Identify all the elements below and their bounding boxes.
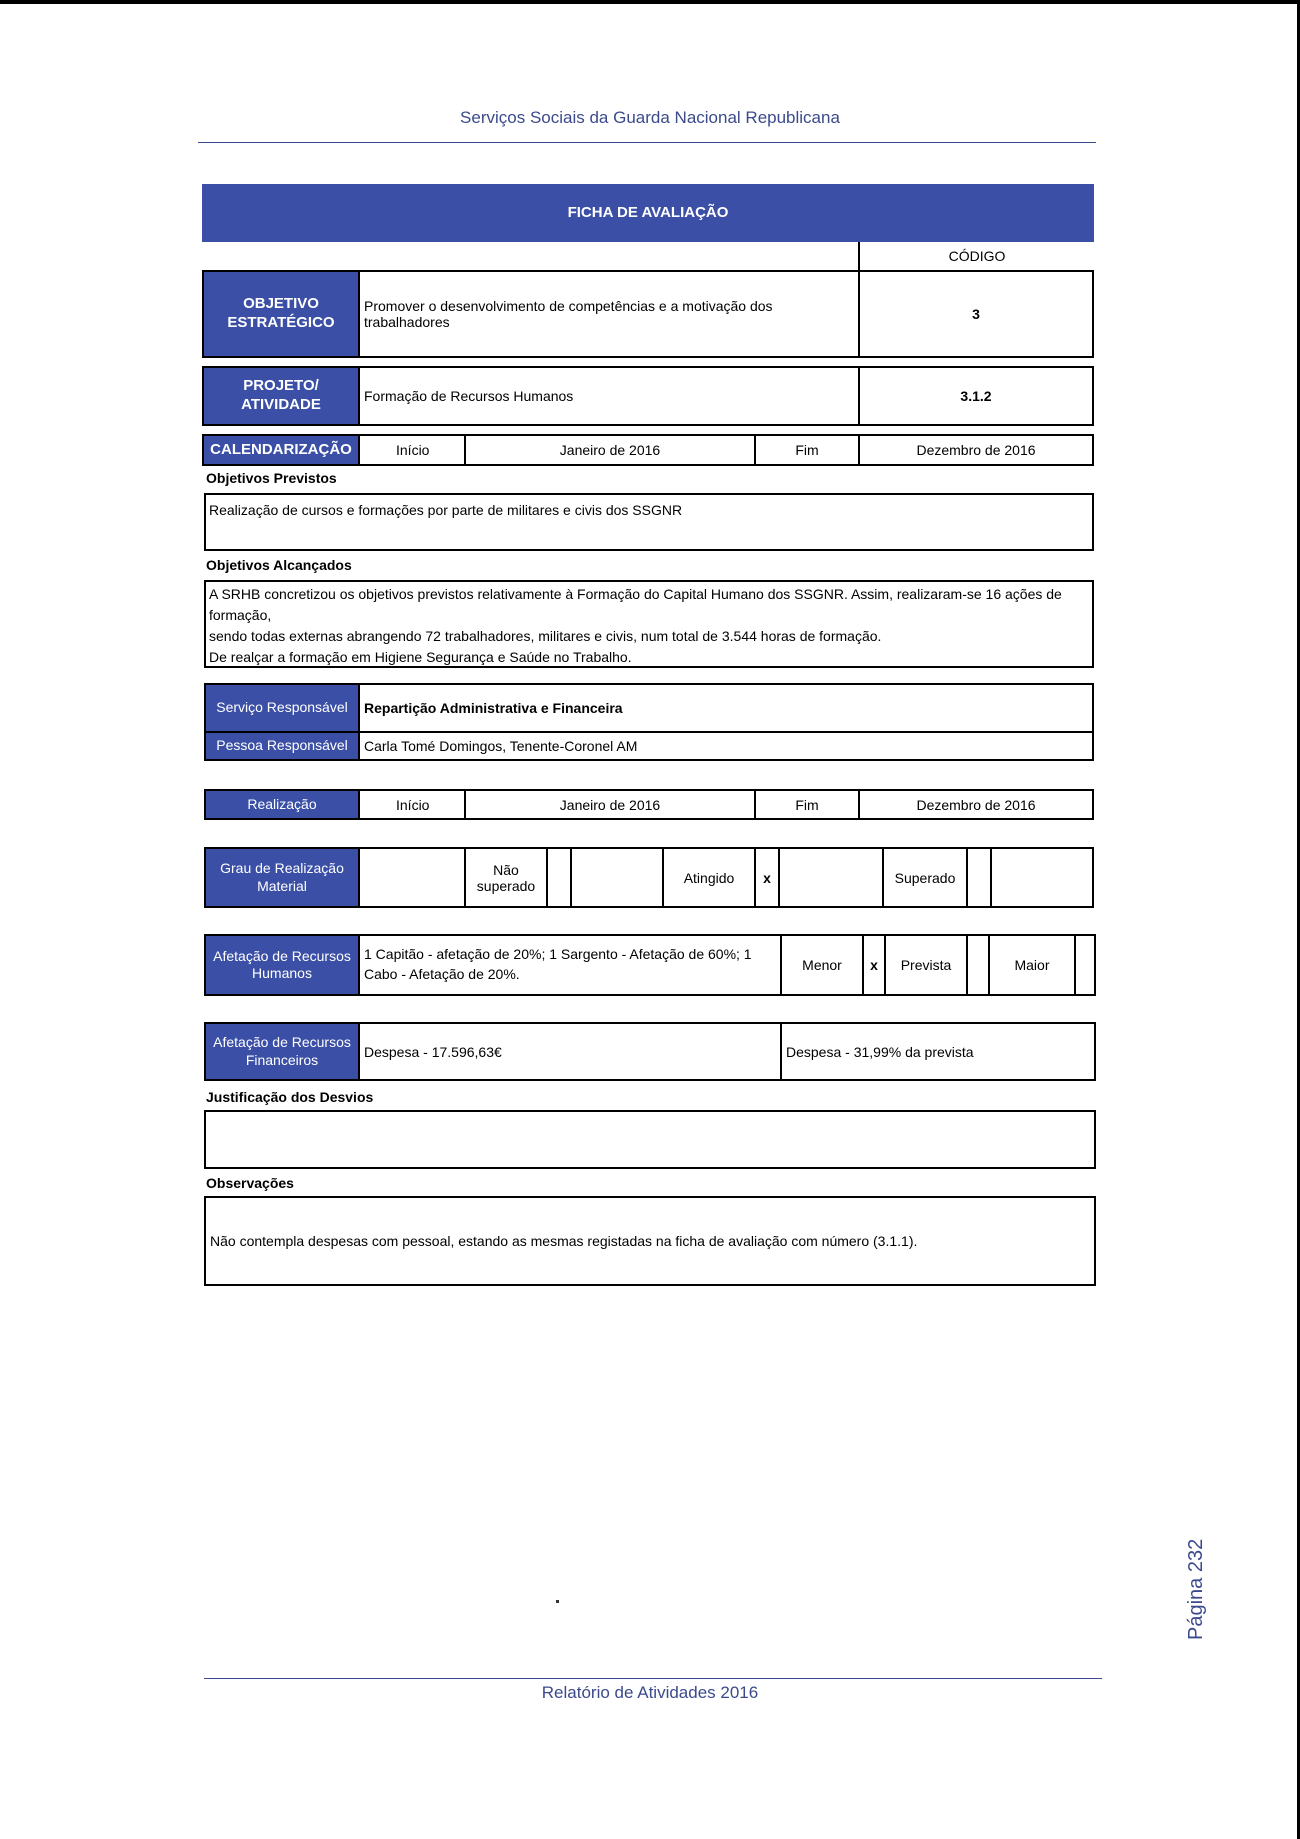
divider (966, 934, 968, 996)
afetacao-fin-label: Afetação de Recursos Financeiros (206, 1024, 358, 1079)
afetacao-rh-maior: Maior (1014, 957, 1050, 973)
divider (990, 847, 992, 908)
objetivo-code: 3 (972, 306, 980, 322)
servico-value: Repartição Administrativa e Financeira (364, 700, 623, 716)
afetacao-rh-label: Afetação de Recursos Humanos (206, 936, 358, 994)
page-number: Página 232 (1185, 1538, 1207, 1640)
scan-edge-top (0, 0, 1300, 4)
codigo-label: CÓDIGO (948, 248, 1006, 264)
objetivos-alcancados-text (204, 580, 1094, 672)
grau-label: Grau de Realização Material (206, 849, 358, 906)
afetacao-rh-menor-checkbox: x (870, 957, 878, 973)
grau-atingido: Atingido (683, 869, 735, 886)
grau-atingido-checkbox: x (763, 869, 771, 886)
calendarizacao-fim: Dezembro de 2016 (916, 442, 1036, 458)
calendarizacao-fim-label: Fim (795, 442, 819, 458)
realizacao-label: Realização (206, 791, 358, 818)
projeto-text: Formação de Recursos Humanos (364, 388, 574, 404)
observacoes-title: Observações (206, 1175, 294, 1191)
pessoa-value: Carla Tomé Domingos, Tenente-Coronel AM (364, 738, 638, 754)
realizacao-fim: Dezembro de 2016 (916, 796, 1036, 813)
afetacao-fin-despesa: Despesa - 17.596,63€ (364, 1043, 502, 1060)
grau-nao-superado: Não superado (476, 861, 536, 894)
page-footer: Relatório de Atividades 2016 (541, 1683, 759, 1702)
objetivos-alcancados-title: Objetivos Alcançados (206, 557, 352, 573)
objetivos-alcancados-line: A SRHB concretizou os objetivos previstos relativamente à Formação do Capital Humano dos SSGNR. Assim, realizaram-se 16 ações de formação, (209, 586, 1062, 623)
page-header: Serviços Sociais da Guarda Nacional Republicana (460, 108, 840, 127)
scan-speck (556, 1600, 559, 1603)
divider (358, 847, 360, 908)
objetivo-text: Promover o desenvolvimento de competências e a motivação dos trabalhadores (364, 298, 773, 330)
footer-rule (204, 1678, 1102, 1679)
realizacao-inicio-label: Início (396, 796, 430, 813)
objetivo-label: OBJETIVO ESTRATÉGICO (204, 272, 358, 356)
afetacao-rh-text: 1 Capitão - afetação de 20%; 1 Sargento - Afetação de 60%; 1 Cabo - Afetação de 20%. (364, 946, 752, 982)
divider (1074, 934, 1076, 996)
divider (570, 847, 572, 908)
objetivos-alcancados-line: sendo todas externas abrangendo 72 trabalhadores, militares e civis, num total de 3.544 horas de formação. (209, 628, 882, 644)
objetivos-previstos-title: Objetivos Previstos (206, 470, 337, 486)
grau-superado-checkbox (968, 849, 990, 906)
justificacao-text (204, 1112, 1096, 1120)
calendarizacao-label: CALENDARIZAÇÃO (204, 436, 358, 464)
justificacao-title: Justificação dos Desvios (206, 1089, 374, 1105)
header-rule (198, 142, 1096, 143)
afetacao-fin-percent: Despesa - 31,99% da prevista (786, 1043, 974, 1060)
afetacao-rh-menor: Menor (802, 957, 842, 973)
objetivos-alcancados-line: De realçar a formação em Higiene Segurança e Saúde no Trabalho. (209, 649, 632, 665)
divider (778, 847, 780, 908)
realizacao-fim-label: Fim (795, 796, 819, 813)
form-title: FICHA DE AVALIAÇÃO (202, 184, 1094, 242)
observacoes-text: Não contempla despesas com pessoal, estando as mesmas registadas na ficha de avaliação com número (3.1.1). (210, 1233, 918, 1249)
grau-nao-superado-checkbox (548, 849, 570, 906)
realizacao-inicio: Janeiro de 2016 (559, 796, 661, 813)
calendarizacao-inicio-label: Início (396, 442, 430, 458)
calendarizacao-inicio: Janeiro de 2016 (559, 442, 661, 458)
projeto-label: PROJETO/ ATIVIDADE (204, 368, 358, 424)
objetivos-previstos-text: Realização de cursos e formações por parte de militares e civis dos SSGNR (209, 502, 683, 518)
grau-superado: Superado (894, 869, 956, 886)
pessoa-label: Pessoa Responsável (206, 733, 358, 759)
afetacao-rh-prevista: Prevista (900, 957, 952, 973)
servico-label: Serviço Responsável (206, 685, 358, 731)
projeto-code: 3.1.2 (960, 388, 992, 404)
